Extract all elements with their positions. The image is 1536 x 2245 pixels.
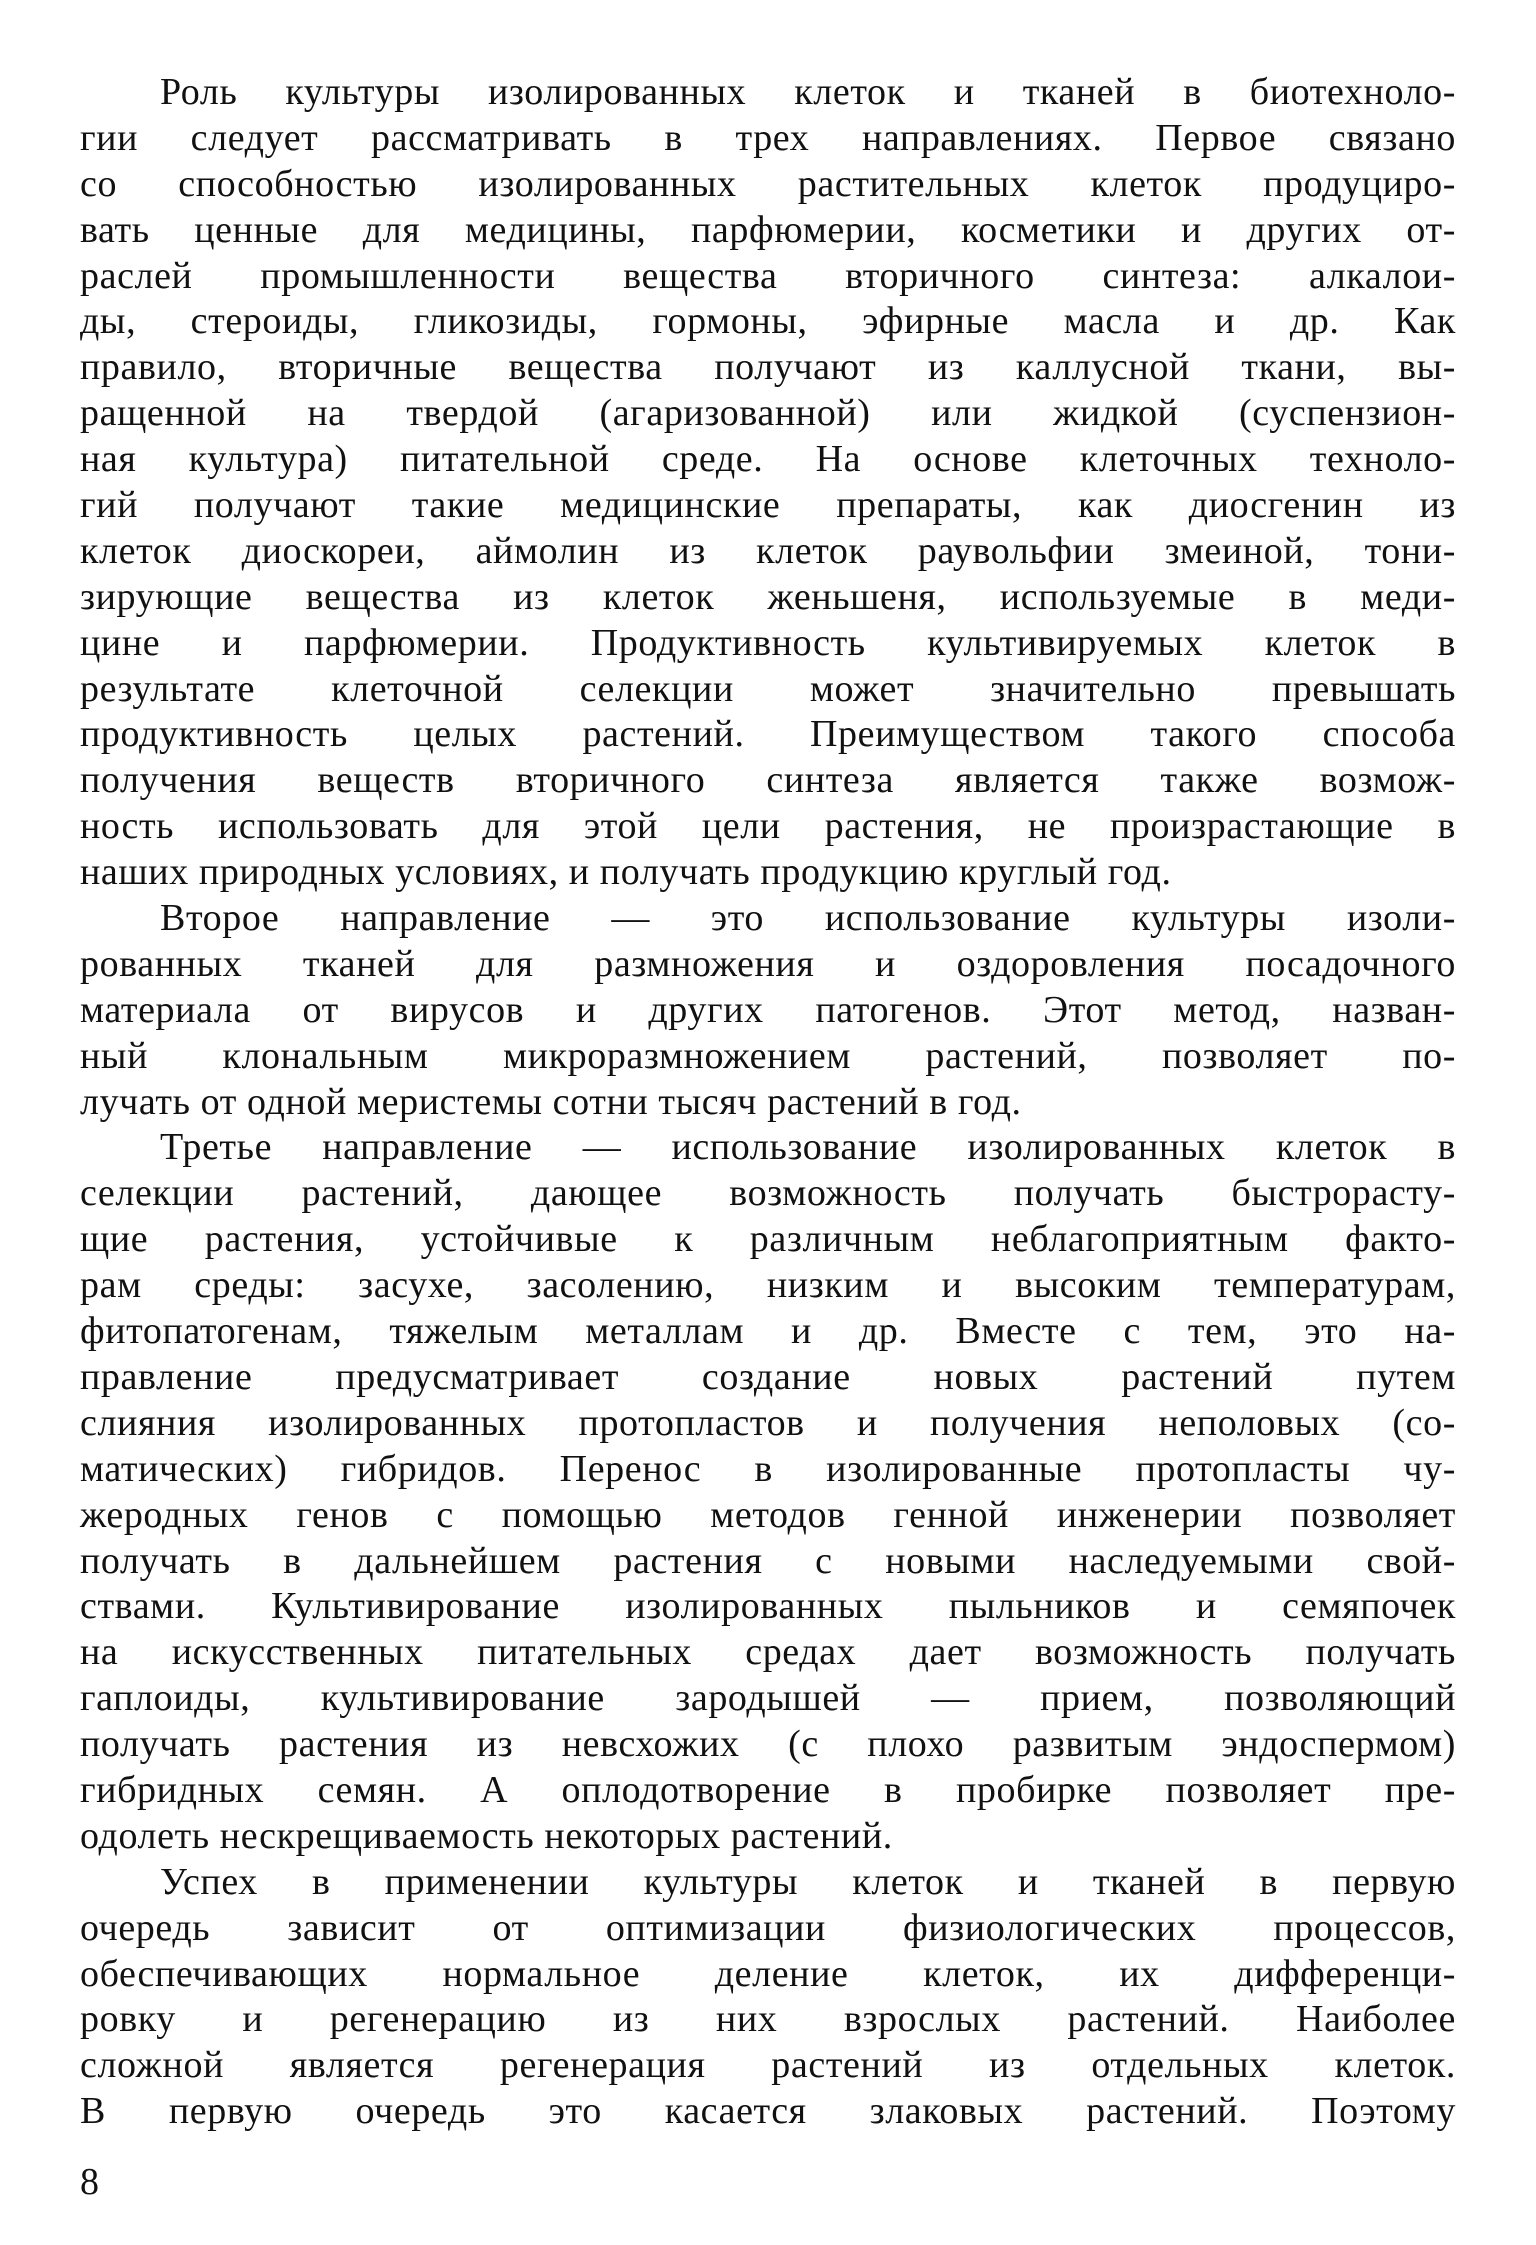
text-line: гибридных семян. А оплодотворение в пробирке позволяет пре- [80, 1768, 1456, 1811]
text-line: лучать от одной меристемы сотни тысяч растений в год. [80, 1080, 1022, 1123]
text-line: наших природных условиях, и получать продукцию круглый год. [80, 851, 1172, 894]
text-line: ращенной на твердой (агаризованной) или жидкой (суспензион- [80, 392, 1456, 435]
text-line: раслей промышленности вещества вторичного синтеза: алкалои- [80, 254, 1456, 297]
text-line: получать в дальнейшем растения с новыми наследуемыми свой- [80, 1539, 1456, 1582]
text-line: рованных тканей для размножения и оздоровления посадочного [80, 942, 1456, 985]
text-line: матических) гибридов. Перенос в изолированные протопласты чу- [80, 1447, 1456, 1490]
text-line: ность использовать для этой цели растения, не произрастающие в [80, 805, 1456, 848]
text-line: результате клеточной селекции может значительно превышать [80, 667, 1456, 710]
text-line: ная культура) питательной среде. На основе клеточных техноло- [80, 438, 1456, 481]
text-line: получения веществ вторичного синтеза является также возмож- [80, 759, 1456, 802]
text-line: вать ценные для медицины, парфюмерии, косметики и других от- [80, 208, 1456, 251]
text-line: ровку и регенерацию из них взрослых растений. Наиболее [80, 1998, 1456, 2041]
text-line: В первую очередь это касается злаковых растений. Поэтому [80, 2090, 1456, 2133]
text-line: одолеть нескрещиваемость некоторых растений. [80, 1814, 893, 1857]
text-line: рам среды: засухе, засолению, низким и высоким температурам, [80, 1264, 1456, 1307]
text-line: очередь зависит от оптимизации физиологических процессов, [80, 1906, 1456, 1949]
text-line: правило, вторичные вещества получают из каллусной ткани, вы- [80, 346, 1456, 389]
text-line: клеток диоскореи, аймолин из клеток раувольфии змеиной, тони- [80, 529, 1456, 572]
page-number: 8 [80, 2161, 99, 2203]
text-line: жеродных генов с помощью методов генной инженерии позволяет [80, 1493, 1456, 1536]
text-line: Успех в применении культуры клеток и тканей в первую [160, 1860, 1456, 1903]
text-line: ствами. Культивирование изолированных пыльников и семяпочек [80, 1585, 1456, 1628]
text-line: ный клональным микроразмножением растений, позволяет по- [80, 1034, 1456, 1077]
text-line: обеспечивающих нормальное деление клеток, их дифференци- [80, 1952, 1456, 1995]
text-line: продуктивность целых растений. Преимуществом такого способа [80, 713, 1456, 756]
text-line: сложной является регенерация растений из отдельных клеток. [80, 2044, 1456, 2087]
paragraph [80, 1860, 1456, 2135]
text-line: гий получают такие медицинские препараты, как диосгенин из [80, 484, 1456, 527]
text-line: фитопатогенам, тяжелым металлам и др. Вместе с тем, это на- [80, 1310, 1456, 1353]
text-line: на искусственных питательных средах дает возможность получать [80, 1631, 1456, 1674]
text-line: правление предусматривает создание новых растений путем [80, 1355, 1456, 1398]
text-line: получать растения из невсхожих (с плохо развитым эндоспермом) [80, 1723, 1456, 1766]
text-line: цине и парфюмерии. Продуктивность культивируемых клеток в [80, 621, 1456, 664]
paragraph [80, 1125, 1456, 1859]
paragraph [80, 70, 1456, 896]
text-line: селекции растений, дающее возможность получать быстрорасту- [80, 1172, 1456, 1215]
text-line: Третье направление — использование изолированных клеток в [160, 1126, 1456, 1169]
paragraph [80, 896, 1456, 1125]
text-line: гии следует рассматривать в трех направлениях. Первое связано [80, 116, 1456, 159]
text-line: зирующие вещества из клеток женьшеня, используемые в меди- [80, 575, 1456, 618]
text-line: Роль культуры изолированных клеток и тканей в биотехноло- [160, 71, 1456, 113]
text-line: со способностью изолированных растительных клеток продуциро- [80, 162, 1456, 205]
text-line: щие растения, устойчивые к различным неблагоприятным факто- [80, 1218, 1456, 1261]
page-text [80, 70, 1456, 2135]
text-line: ды, стероиды, гликозиды, гормоны, эфирные масла и др. Как [80, 300, 1456, 343]
text-line: материала от вирусов и других патогенов. Этот метод, назван- [80, 988, 1456, 1031]
text-line: гаплоиды, культивирование зародышей — прием, позволяющий [80, 1677, 1456, 1720]
text-line: Второе направление — это использование культуры изоли- [160, 897, 1456, 940]
text-line: слияния изолированных протопластов и получения неполовых (со- [80, 1401, 1456, 1444]
